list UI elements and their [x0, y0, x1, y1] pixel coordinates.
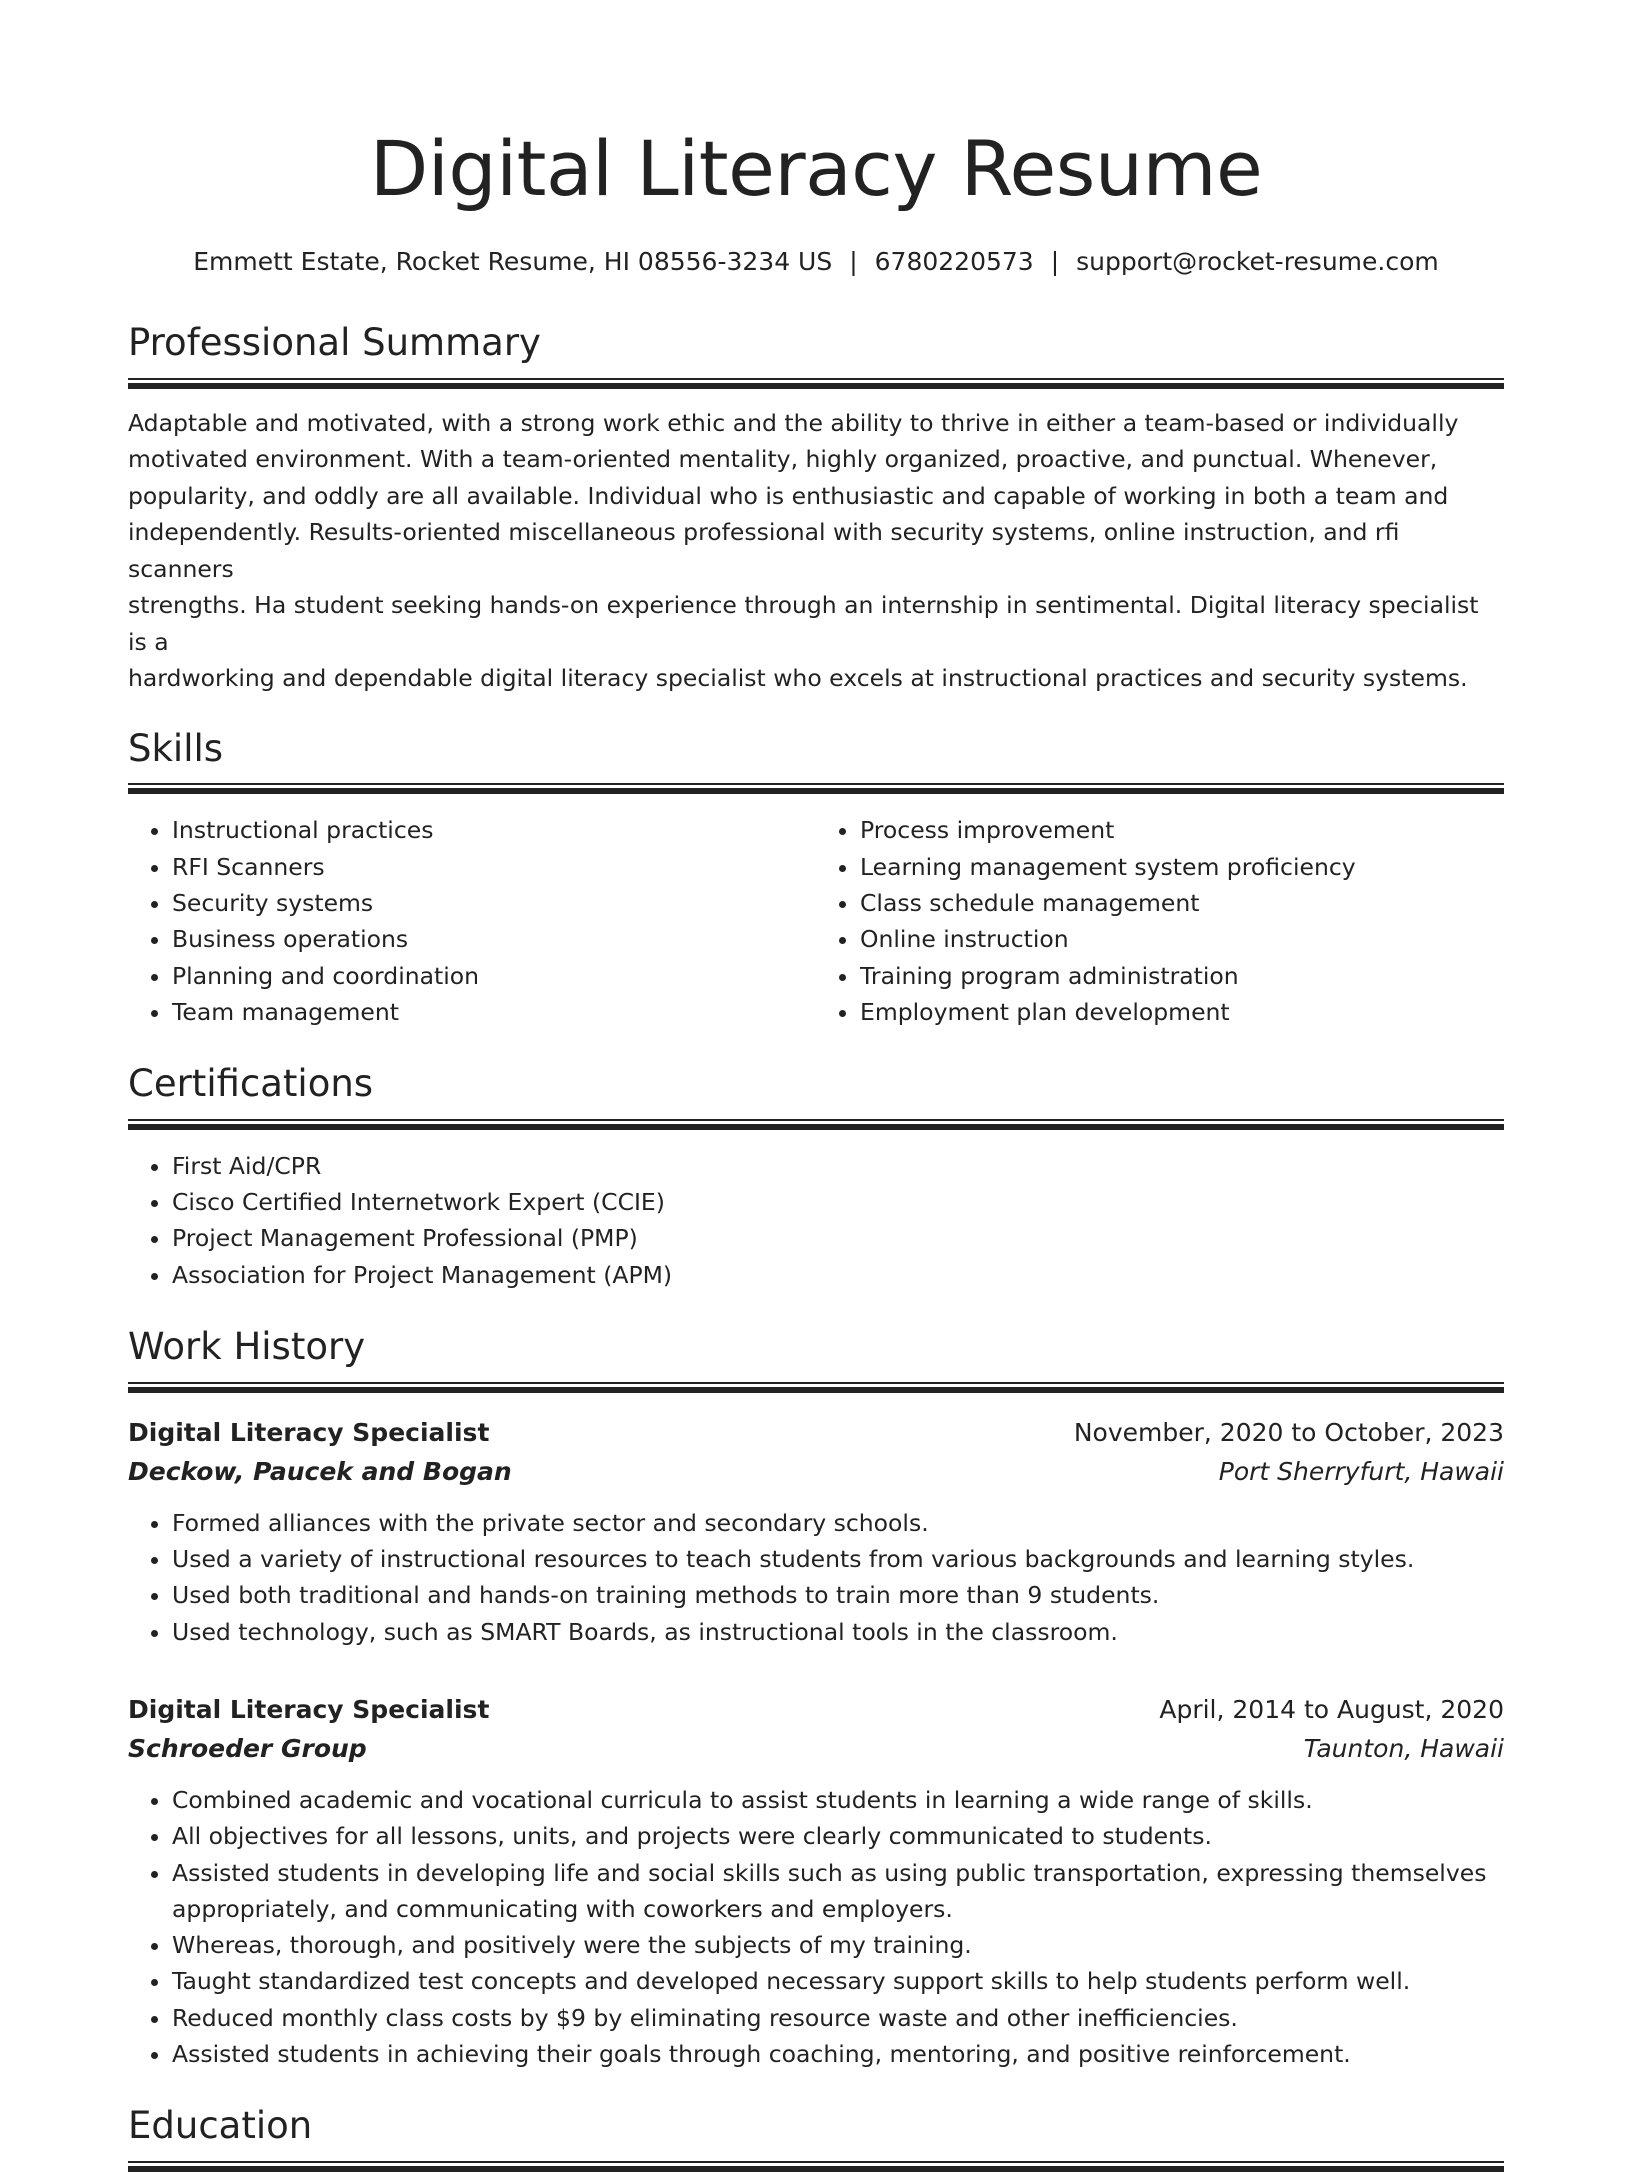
contact-line	[128, 247, 1504, 276]
job-duty: • Used technology, such as SMART Boards, as instructional tools in the classroom.	[172, 1614, 1504, 1650]
contact-address: Emmett Estate, Rocket Resume, HI 08556-3234 US	[193, 247, 833, 276]
work-history-section	[128, 1327, 1504, 2072]
job-duty: • Combined academic and vocational curricula to assist students in learning a wide range of skills.	[172, 1782, 1504, 1818]
job-duty: • Assisted students in developing life and social skills such as using public transportation, expressing themselves appropriately, and communicating with coworkers and employers.	[172, 1855, 1504, 1928]
certification-item: • Association for Project Management (APM)	[172, 1257, 1504, 1293]
job-entry	[128, 1690, 1504, 2072]
job-company: Schroeder Group	[128, 1733, 367, 1763]
skill-item: • Instructional practices	[172, 812, 816, 848]
job-duty: • Whereas, thorough, and positively were the subjects of my training.	[172, 1927, 1504, 1963]
skill-item: • Process improvement	[860, 812, 1504, 848]
summary-line: Adaptable and motivated, with a strong work ethic and the ability to thrive in either a team-based or individually	[128, 408, 1459, 437]
contact-separator: |	[849, 247, 858, 276]
skill-item: • Team management	[172, 994, 816, 1030]
job-dates: April, 2014 to August, 2020	[1159, 1694, 1504, 1724]
skill-item: • Online instruction	[860, 921, 1504, 957]
section-heading-certifications: Certifications	[128, 1062, 374, 1106]
job-header-row	[128, 1690, 1504, 1729]
skills-list-left	[128, 812, 816, 1030]
job-duty: • Used a variety of instructional resources to teach students from various backgrounds and learning styles.	[172, 1541, 1504, 1577]
skill-item: • Class schedule management	[860, 885, 1504, 921]
summary-section	[128, 323, 1504, 697]
skill-item: • RFI Scanners	[172, 849, 816, 885]
job-location: Taunton, Hawaii	[1303, 1733, 1504, 1763]
skill-item: • Learning management system proficiency	[860, 849, 1504, 885]
job-header-row	[128, 1413, 1504, 1452]
certification-item: • Cisco Certified Internetwork Expert (CCIE)	[172, 1184, 1504, 1220]
resume-title: Digital Literacy Resume	[369, 124, 1263, 213]
job-company-row	[128, 1729, 1504, 1768]
certifications-list	[128, 1148, 1504, 1293]
skills-columns	[128, 794, 1504, 1030]
section-heading-summary: Professional Summary	[128, 321, 541, 364]
job-duty: • Taught standardized test concepts and developed necessary support skills to help students perform well.	[172, 1963, 1504, 1999]
education-section	[128, 2106, 1504, 2172]
job-title: Digital Literacy Specialist	[128, 1417, 490, 1447]
section-divider	[128, 1382, 1504, 1393]
summary-line: motivated environment. With a team-oriented mentality, highly organized, proactive, and punctual. Whenever,	[128, 445, 1438, 474]
job-company: Deckow, Paucek and Bogan	[128, 1456, 512, 1486]
section-divider	[128, 2161, 1504, 2172]
skill-item: • Training program administration	[860, 958, 1504, 994]
contact-phone: 6780220573	[874, 247, 1034, 276]
section-divider	[128, 783, 1504, 794]
summary-line: hardworking and dependable digital literacy specialist who excels at instructional practices and security systems.	[128, 664, 1468, 693]
section-heading-skills: Skills	[128, 726, 224, 770]
job-location: Port Sherryfurt, Hawaii	[1218, 1456, 1504, 1486]
skill-item: • Business operations	[172, 921, 816, 957]
section-divider	[128, 378, 1504, 389]
job-dates: November, 2020 to October, 2023	[1073, 1417, 1504, 1447]
job-company-row	[128, 1452, 1504, 1491]
contact-separator: |	[1050, 247, 1060, 276]
job-title: Digital Literacy Specialist	[128, 1694, 490, 1724]
job-duty: • Used both traditional and hands-on training methods to train more than 9 students.	[172, 1577, 1504, 1613]
summary-paragraph	[128, 405, 1504, 697]
skills-section	[128, 726, 1504, 1030]
job-duties-list	[128, 1782, 1504, 2072]
section-heading-work-history: Work History	[128, 1325, 366, 1369]
job-entry	[128, 1413, 1504, 1650]
certification-item: • Project Management Professional (PMP)	[172, 1220, 1504, 1256]
certification-item: • First Aid/CPR	[172, 1148, 1504, 1184]
skill-item: • Employment plan development	[860, 994, 1504, 1030]
job-duty: • Formed alliances with the private sector and secondary schools.	[172, 1505, 1504, 1541]
certifications-section	[128, 1064, 1504, 1293]
section-divider	[128, 1119, 1504, 1130]
skill-item: • Security systems	[172, 885, 816, 921]
skill-item: • Planning and coordination	[172, 958, 816, 994]
skills-list-right	[816, 812, 1504, 1030]
job-duty: • Assisted students in achieving their goals through coaching, mentoring, and positive reinforcement.	[172, 2036, 1504, 2072]
section-heading-education: Education	[128, 2104, 313, 2148]
job-duties-list	[128, 1505, 1504, 1650]
job-duty: • Reduced monthly class costs by $9 by eliminating resource waste and other inefficiencies.	[172, 2000, 1504, 2036]
summary-line: independently. Results-oriented miscellaneous professional with security systems, online instruction, and rfi scanners	[128, 518, 1400, 583]
job-duty: • All objectives for all lessons, units, and projects were clearly communicated to students.	[172, 1818, 1504, 1854]
summary-line: strengths. Ha student seeking hands-on experience through an internship in sentimental. Digital literacy specialist is a	[128, 591, 1479, 656]
contact-email: support@rocket-resume.com	[1076, 247, 1439, 276]
summary-line: popularity, and oddly are all available. Individual who is enthusiastic and capable of working in both a team and	[128, 481, 1449, 510]
